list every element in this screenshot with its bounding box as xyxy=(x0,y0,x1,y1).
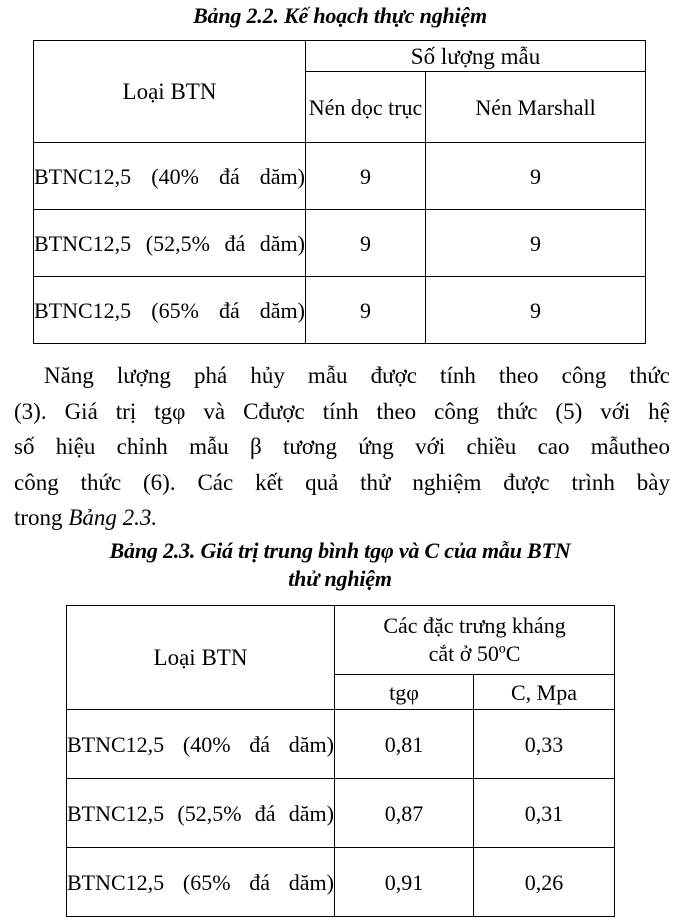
shear-resistance-results-table xyxy=(66,605,615,917)
table-row xyxy=(34,143,646,210)
body-paragraph xyxy=(14,358,670,536)
table-1-header-nen-doc-truc: Nén dọc trục xyxy=(306,72,426,143)
table-2-header-loai-btn: Loại BTN xyxy=(67,606,335,710)
table-1-caption: Bảng 2.2. Kế hoạch thực nghiệm xyxy=(193,3,487,28)
paragraph-line-3: số hiệu chỉnh mẫu β tương ứng với chiều cao mẫutheo xyxy=(14,434,670,459)
table-1-row-2-nen-doc-truc: 9 xyxy=(306,277,426,344)
table-2-header-group-line-1: Các đặc trưng kháng xyxy=(383,613,566,638)
paragraph-line-5 xyxy=(14,500,670,536)
table-2-header-row-1 xyxy=(67,606,615,675)
table-1-header-nen-marshall: Nén Marshall xyxy=(426,72,646,143)
table-row xyxy=(34,210,646,277)
table-2-header-group-line-2: cắt ở 50ºC xyxy=(428,641,521,666)
table-2-row-2-tgphi: 0,91 xyxy=(335,848,474,917)
table-1-row-0-nen-marshall: 9 xyxy=(426,143,646,210)
table-row xyxy=(34,277,646,344)
table-1-row-0-label: BTNC12,5 (40% đá dăm) xyxy=(34,143,306,210)
table-1-row-1-nen-doc-truc: 9 xyxy=(306,210,426,277)
table-row xyxy=(67,779,615,848)
table-2-caption-line-2: thử nghiệm xyxy=(288,566,392,591)
table-1-row-1-nen-marshall: 9 xyxy=(426,210,646,277)
paragraph-line-2: (3). Giá trị tgφ và Cđược tính theo công thức (5) với hệ xyxy=(14,398,670,424)
table-2-row-0-tgphi: 0,81 xyxy=(335,710,474,779)
table-1-row-2-nen-marshall: 9 xyxy=(426,277,646,344)
table-2-row-2-c-mpa: 0,26 xyxy=(474,848,615,917)
table-1-header-group-so-luong-mau: Số lượng mẫu xyxy=(306,41,646,72)
table-2-row-2-label: BTNC12,5 (65% đá dăm) xyxy=(67,848,335,917)
table-1-header-row-1 xyxy=(34,41,646,72)
table-2-row-1-label: BTNC12,5 (52,5% đá dăm) xyxy=(67,779,335,848)
table-2-row-0-label: BTNC12,5 (40% đá dăm) xyxy=(67,710,335,779)
table-2-row-1-c-mpa: 0,31 xyxy=(474,779,615,848)
table-row xyxy=(67,848,615,917)
table-1-row-1-label: BTNC12,5 (52,5% đá dăm) xyxy=(34,210,306,277)
paragraph-line-4: công thức (6). Các kết quả thử nghiệm được trình bày xyxy=(14,469,670,495)
table-2-header-group-dac-trung-khang-cat xyxy=(335,606,615,675)
table-1-row-2-label: BTNC12,5 (65% đá dăm) xyxy=(34,277,306,344)
experiment-plan-table xyxy=(33,40,646,344)
table-2-header-c-mpa: C, Mpa xyxy=(474,675,615,710)
table-2-caption xyxy=(0,537,680,593)
table-2-caption-line-1: Bảng 2.3. Giá trị trung bình tgφ và C của mẫu BTN xyxy=(109,538,571,563)
table-2-row-0-c-mpa: 0,33 xyxy=(474,710,615,779)
table-1-header-loai-btn: Loại BTN xyxy=(34,41,306,143)
table-2-header-tgphi: tgφ xyxy=(335,675,474,710)
table-2-row-1-tgphi: 0,87 xyxy=(335,779,474,848)
paragraph-line-5-prefix: trong xyxy=(14,505,69,530)
table-1-row-0-nen-doc-truc: 9 xyxy=(306,143,426,210)
table-2-cross-reference: Bảng 2.3. xyxy=(68,505,158,530)
table-row xyxy=(67,710,615,779)
paragraph-line-1: Năng lượng phá hủy mẫu được tính theo công thức xyxy=(44,363,670,388)
